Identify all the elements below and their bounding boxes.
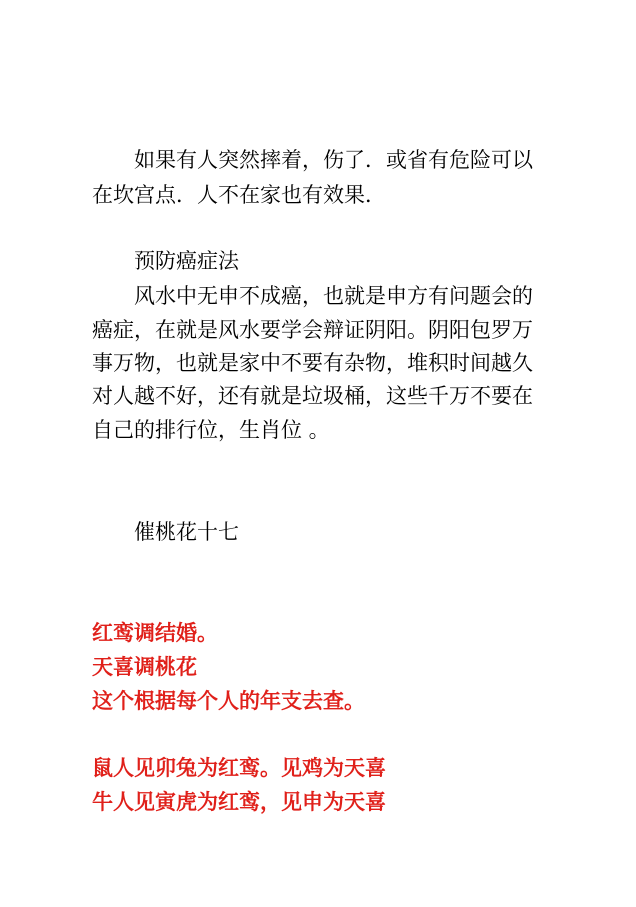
paragraph-line: 自己的排行位，生肖位 。	[92, 418, 330, 442]
paragraph-line: 风水中无申不成癌，也就是申方有问题会的	[134, 284, 533, 308]
paragraph-line: 在坎宫点．人不在家也有效果．	[92, 183, 386, 207]
highlighted-line: 天喜调桃花	[92, 655, 197, 679]
paragraph-line: 如果有人突然摔着，伤了．或省有危险可以	[134, 148, 533, 172]
paragraph-line: 癌症，在就是风水要学会辩证阴阳。阴阳包罗万	[92, 318, 533, 342]
paragraph-line: 事万物，也就是家中不要有杂物，堆积时间越久	[92, 351, 533, 375]
section-heading: 催桃花十七	[134, 520, 239, 544]
section-heading: 预防癌症法	[134, 249, 239, 273]
highlighted-line: 这个根据每个人的年支去查。	[92, 689, 365, 713]
highlighted-line: 红鸾调结婚。	[92, 621, 218, 645]
highlighted-line: 牛人见寅虎为红鸾，见申为天喜	[92, 790, 386, 814]
highlighted-line: 鼠人见卯兔为红鸾。见鸡为天喜	[92, 756, 386, 780]
paragraph-line: 对人越不好，还有就是垃圾桶，这些千万不要在	[92, 384, 533, 408]
